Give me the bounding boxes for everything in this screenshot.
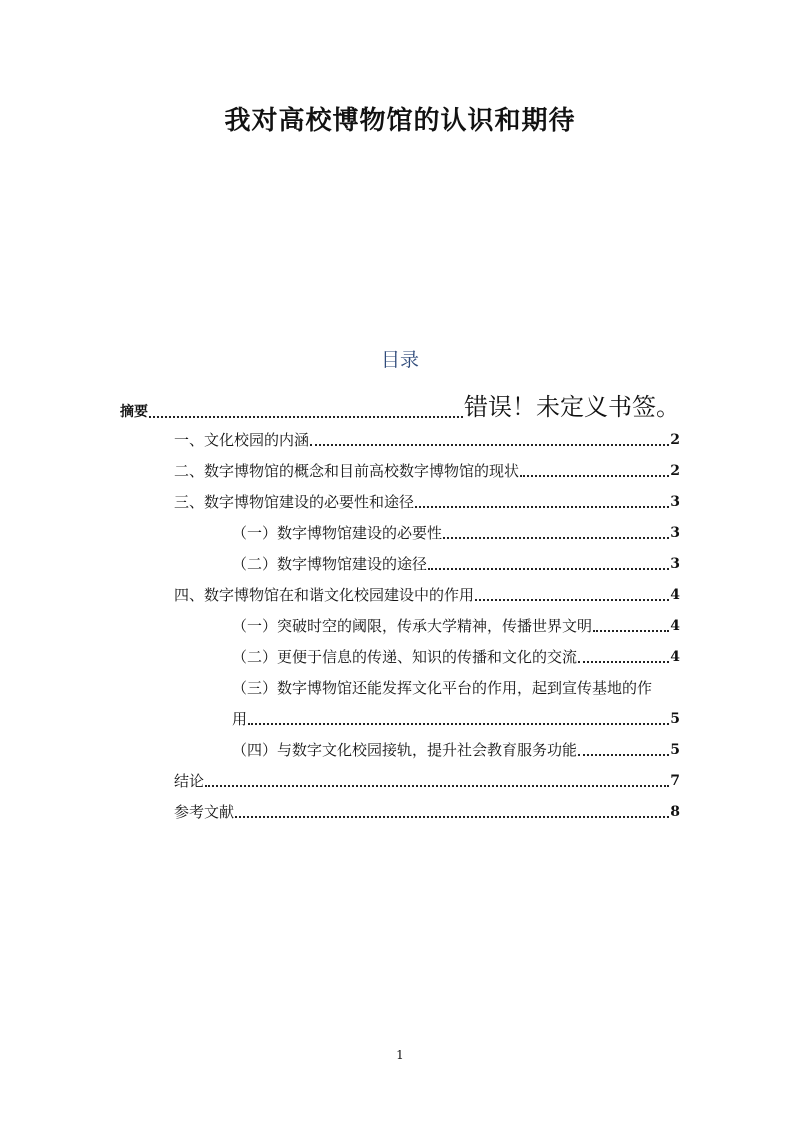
- toc-entry-3-2[interactable]: [232, 554, 680, 574]
- toc-error-message: 错误！未定义书签。: [464, 393, 680, 421]
- toc-page-number: 7: [670, 773, 680, 789]
- toc-page-number: 2: [670, 463, 680, 479]
- toc-entry-label: 参考文献: [174, 803, 235, 821]
- toc-entry-references[interactable]: [174, 802, 680, 822]
- toc-entry-label: 摘要: [120, 404, 148, 420]
- toc-entry-label: 用: [232, 710, 248, 728]
- toc-entry-4-3-line1[interactable]: （三）数字博物馆还能发挥文化平台的作用，起到宣传基地的作: [232, 679, 653, 697]
- toc-page-number: 4: [670, 618, 680, 634]
- toc-entry-2[interactable]: [174, 461, 680, 481]
- toc-leader: [475, 599, 669, 601]
- toc-entry-label: 结论: [174, 772, 205, 790]
- toc-entry-4-1[interactable]: [232, 616, 680, 636]
- toc-page-number: 3: [670, 556, 680, 572]
- toc-entry-4-2[interactable]: [232, 647, 680, 667]
- page-title: 我对高校博物馆的认识和期待: [224, 106, 576, 136]
- toc-leader: [310, 444, 669, 446]
- toc-entry-label: 一、文化校园的内涵: [174, 431, 310, 449]
- toc-leader: [578, 754, 669, 756]
- toc-page-number: 8: [670, 804, 680, 820]
- toc-page-number: 3: [670, 494, 680, 510]
- toc-entry-4[interactable]: [174, 585, 680, 605]
- toc-entry-3[interactable]: [174, 492, 680, 512]
- toc-entry-4-3[interactable]: [232, 709, 680, 729]
- toc-entry-abstract[interactable]: [120, 392, 680, 422]
- toc-page-number: 4: [670, 587, 680, 603]
- toc-leader: [520, 475, 669, 477]
- toc-leader: [578, 661, 669, 663]
- toc-entry-label: （二）数字博物馆建设的途径: [232, 555, 428, 573]
- toc-entry-3-1[interactable]: [232, 523, 680, 543]
- toc-heading: 目录: [380, 349, 419, 371]
- page-number: 1: [396, 1048, 404, 1062]
- toc-entry-1[interactable]: [174, 430, 680, 450]
- toc-leader: [205, 785, 669, 787]
- toc-page-number: 5: [670, 711, 680, 727]
- toc-page-number: 3: [670, 525, 680, 541]
- toc-entry-label: 四、数字博物馆在和谐文化校园建设中的作用: [174, 586, 475, 604]
- toc-entry-label: （一）数字博物馆建设的必要性: [232, 524, 443, 542]
- toc-entry-4-4[interactable]: [232, 740, 680, 760]
- toc-leader: [593, 630, 669, 632]
- toc-leader: [235, 816, 669, 818]
- toc-leader: [428, 568, 669, 570]
- toc-entry-label: 三、数字博物馆建设的必要性和途径: [174, 493, 415, 511]
- toc-page-number: 5: [670, 742, 680, 758]
- toc-entry-label: 二、数字博物馆的概念和目前高校数字博物馆的现状: [174, 462, 520, 480]
- toc-entry-label: （一）突破时空的阈限，传承大学精神，传播世界文明: [232, 617, 593, 635]
- toc-leader: [248, 723, 669, 725]
- toc-entry-conclusion[interactable]: [174, 771, 680, 791]
- toc-leader: [443, 537, 669, 539]
- toc-entry-label: （四）与数字文化校园接轨，提升社会教育服务功能: [232, 741, 578, 759]
- toc-page-number: 4: [670, 649, 680, 665]
- toc-page-number: 2: [670, 432, 680, 448]
- toc-leader: [415, 506, 669, 508]
- toc-entry-label: （二）更便于信息的传递、知识的传播和文化的交流: [232, 648, 578, 666]
- toc-leader: [149, 416, 463, 418]
